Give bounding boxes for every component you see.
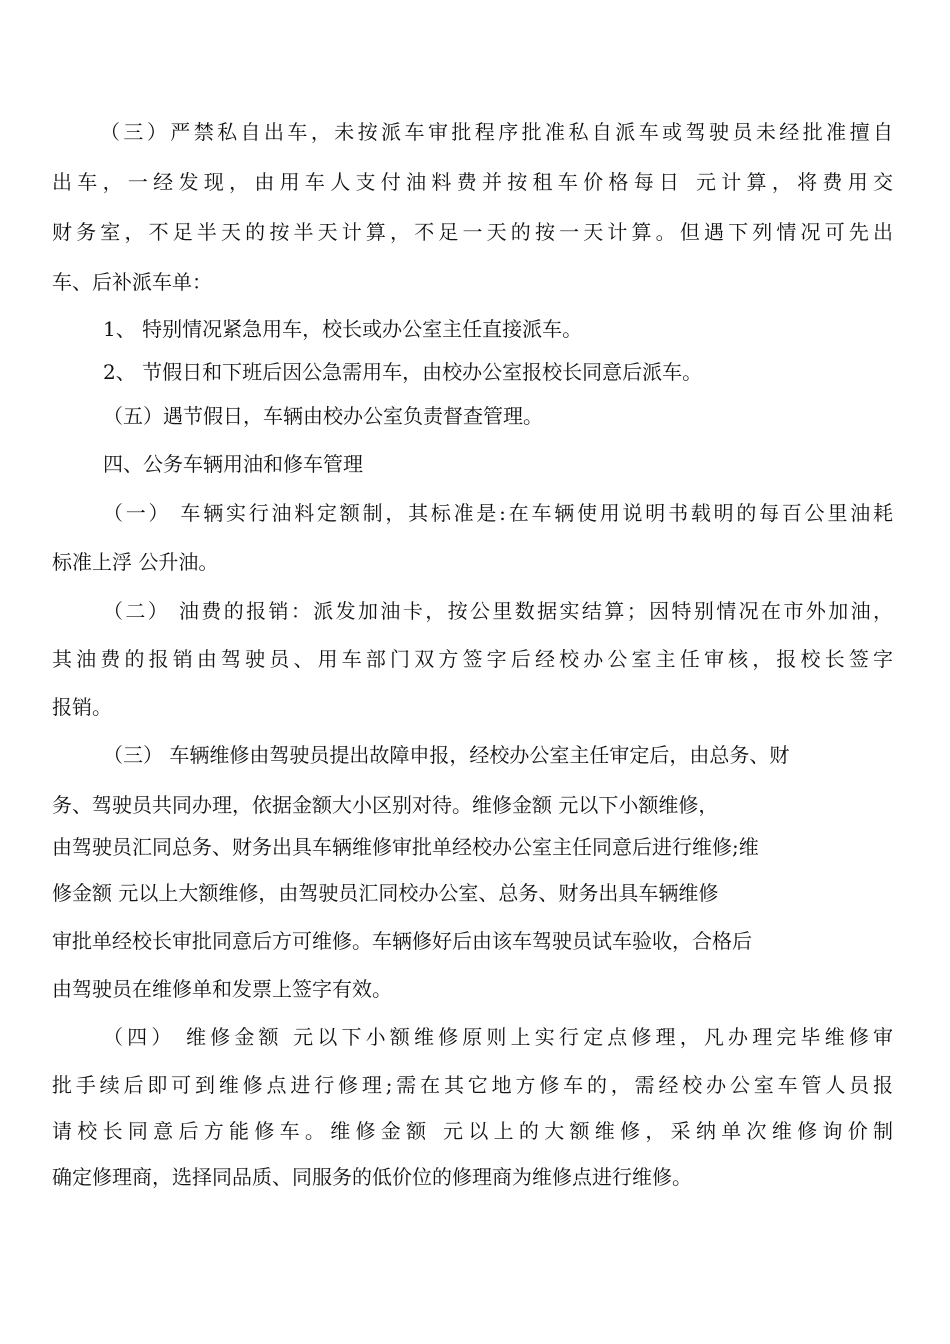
text-line-7: （五）遇节假日，车辆由校办公室负责督查管理。 xyxy=(103,404,543,428)
text-line-23: 确定修理商，选择同品质、同服务的低价位的修理商为维修点进行维修。 xyxy=(52,1165,692,1189)
text-line-4: 车、后补派车单： xyxy=(52,270,212,294)
text-line-10: 标准上浮 公升油。 xyxy=(52,550,219,574)
text-line-21: 批手续后即可到维修点进行修理;需在其它地方修车的，需经校办公室车管人员报 xyxy=(52,1073,893,1097)
text-line-18: 审批单经校长审批同意后方可维修。车辆修好后由该车驾驶员试车验收，合格后 xyxy=(52,929,752,953)
text-line-22: 请校长同意后方能修车。维修金额 元以上的大额维修，采纳单次维修询价制 xyxy=(52,1119,893,1143)
text-line-13: 报销。 xyxy=(52,695,112,719)
text-line-2: 出车，一经发现，由用车人支付油料费并按租车价格每日 元计算，将费用交 xyxy=(52,170,893,194)
text-line-11: （二） 油费的报销：派发加油卡，按公里数据实结算；因特别情况在市外加油， xyxy=(103,599,893,623)
text-line-9: （一） 车辆实行油料定额制，其标准是:在车辆使用说明书载明的每百公里油耗 xyxy=(103,501,893,525)
text-line-6: 2、 节假日和下班后因公急需用车，由校办公室报校长同意后派车。 xyxy=(103,360,703,384)
text-line-14: （三） 车辆维修由驾驶员提出故障申报，经校办公室主任审定后，由总务、财 xyxy=(103,743,790,767)
text-line-3: 财务室，不足半天的按半天计算，不足一天的按一天计算。但遇下列情况可先出 xyxy=(52,220,893,244)
section-heading-4: 四、公务车辆用油和修车管理 xyxy=(103,452,363,476)
text-line-5: 1、 特别情况紧急用车，校长或办公室主任直接派车。 xyxy=(103,317,583,341)
text-line-15: 务、驾驶员共同办理，依据金额大小区别对待。维修金额 元以下小额维修， xyxy=(52,793,719,817)
text-line-19: 由驾驶员在维修单和发票上签字有效。 xyxy=(52,977,392,1001)
text-line-12: 其油费的报销由驾驶员、用车部门双方签字后经校办公室主任审核，报校长签字 xyxy=(52,647,893,671)
text-line-17: 修金额 元以上大额维修，由驾驶员汇同校办公室、总务、财务出具车辆维修 xyxy=(52,881,719,905)
text-line-16: 由驾驶员汇同总务、财务出具车辆维修审批单经校办公室主任同意后进行维修;维 xyxy=(52,835,759,859)
text-line-1: （三）严禁私自出车，未按派车审批程序批准私自派车或驾驶员未经批准擅自 xyxy=(100,120,893,144)
text-line-20: （四） 维修金额 元以下小额维修原则上实行定点修理，凡办理完毕维修审 xyxy=(103,1025,893,1049)
